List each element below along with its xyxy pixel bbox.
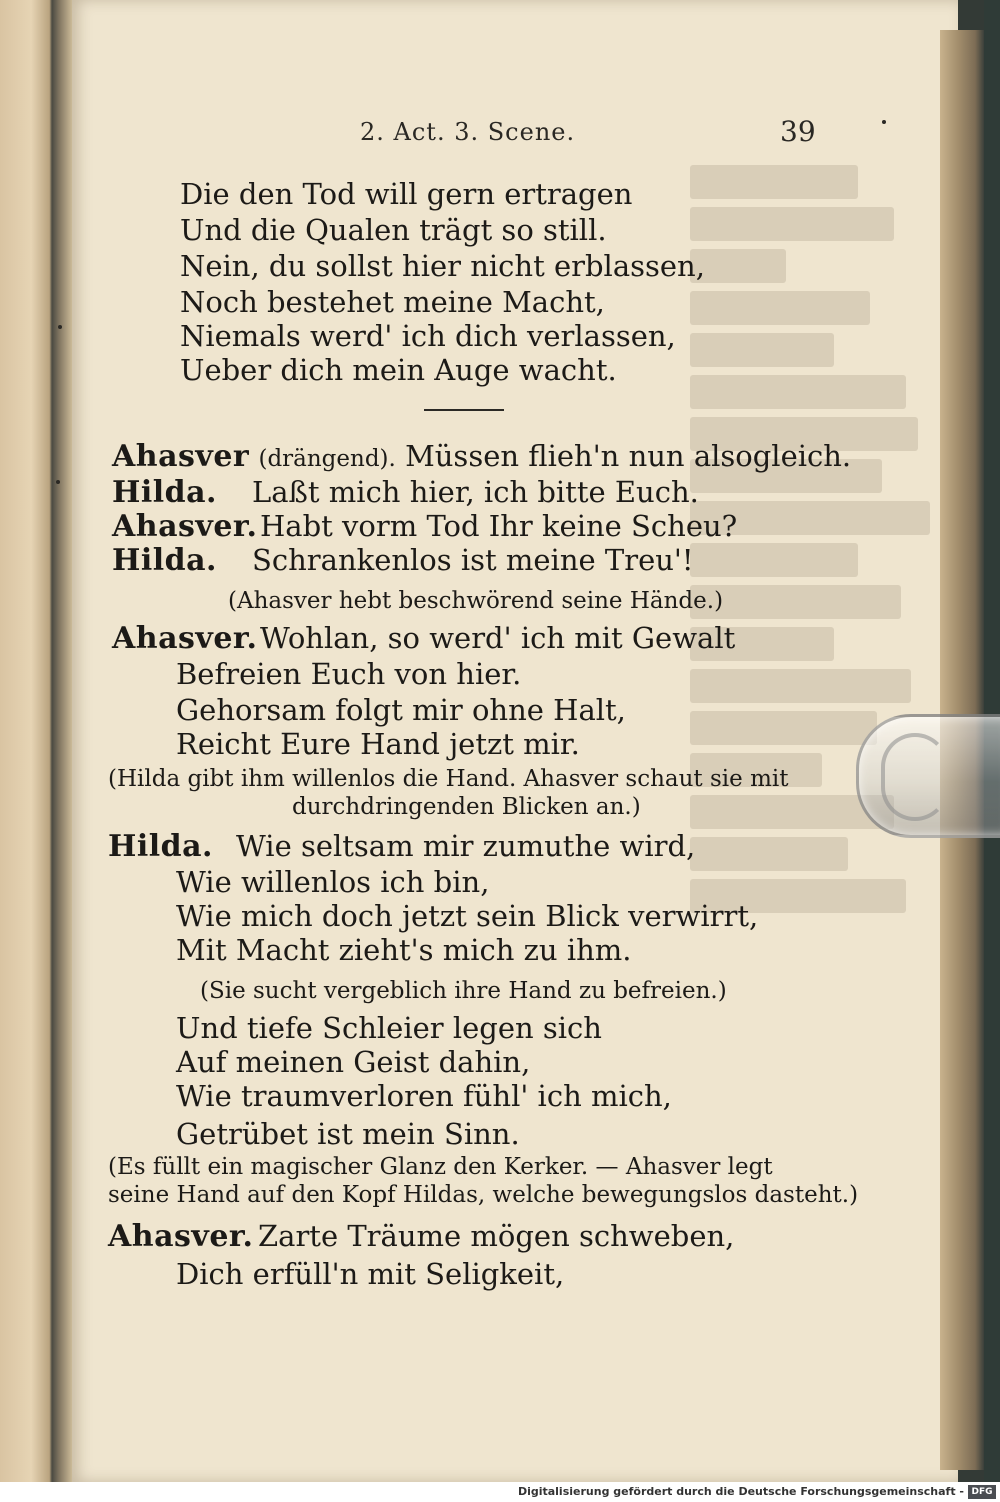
dialogue-text: Wohlan, so werd' ich mit Gewalt [260, 621, 736, 655]
verse-line: Ueber dich mein Auge wacht. [180, 353, 617, 387]
dialogue-text: Wie seltsam mir zumuthe wird, [236, 829, 696, 863]
speaker-name: Hilda. [112, 543, 217, 578]
running-title: 2. Act. 3. Scene. [360, 118, 576, 146]
verse-line: Reicht Eure Hand jetzt mir. [176, 727, 580, 761]
dialogue-line [112, 475, 699, 510]
stage-direction: (Sie sucht vergeblich ihre Hand zu befreien.) [200, 978, 727, 1004]
verse-line: Und die Qualen trägt so still. [180, 213, 607, 247]
speaker-name: Hilda. [112, 475, 217, 510]
dialogue-line [112, 439, 852, 474]
verse-line: Die den Tod will gern ertragen [180, 177, 633, 211]
stage-direction: (Hilda gibt ihm willenlos die Hand. Ahasver schaut sie mit [108, 766, 789, 792]
dialogue-text: Müssen flieh'n nun alsogleich. [405, 439, 852, 473]
page-number: 39 [780, 115, 816, 148]
verse-line: Getrübet ist mein Sinn. [176, 1117, 520, 1151]
stage-direction: (Ahasver hebt beschwörend seine Hände.) [228, 588, 724, 614]
dialogue-text: Laßt mich hier, ich bitte Euch. [252, 475, 699, 509]
verse-line: Mit Macht zieht's mich zu ihm. [176, 933, 632, 967]
stage-direction-inline: (drängend). [258, 446, 396, 472]
verse-line: Dich erfüll'n mit Seligkeit, [176, 1257, 565, 1291]
verse-line: Wie mich doch jetzt sein Blick verwirrt, [176, 899, 759, 933]
speaker-name: Ahasver. [112, 621, 258, 656]
dialogue-text: Zarte Träume mögen schweben, [258, 1219, 735, 1253]
digitization-footer [0, 1482, 1000, 1502]
speaker-name: Hilda. [108, 829, 213, 864]
page-clip [856, 714, 1000, 838]
dialogue-line [112, 543, 694, 578]
verse-line: Wie traumverloren fühl' ich mich, [176, 1079, 672, 1113]
section-divider [424, 409, 504, 411]
verse-line: Noch bestehet meine Macht, [180, 285, 605, 319]
previous-page-edge [0, 0, 52, 1482]
stage-direction: (Es füllt ein magischer Glanz den Kerker. — Ahasver legt [108, 1154, 773, 1180]
verse-line: Gehorsam folgt mir ohne Halt, [176, 693, 626, 727]
page-clip-loop [881, 733, 949, 821]
verse-line: Wie willenlos ich bin, [176, 865, 490, 899]
dialogue-line [108, 1219, 735, 1254]
speaker-name: Ahasver. [112, 509, 258, 544]
funding-credit: Digitalisierung gefördert durch die Deutsche Forschungsgemeinschaft - [517, 1485, 964, 1498]
dialogue-line [112, 509, 738, 544]
verse-line: Und tiefe Schleier legen sich [176, 1011, 602, 1045]
margin-mark [882, 120, 886, 124]
verse-line: Befreien Euch von hier. [176, 657, 522, 691]
dialogue-line [108, 829, 696, 864]
speaker-name: Ahasver [112, 439, 250, 474]
stage-direction: seine Hand auf den Kopf Hildas, welche bewegungslos dasteht.) [108, 1182, 859, 1208]
speaker-name: Ahasver. [108, 1219, 254, 1254]
verse-line: Auf meinen Geist dahin, [176, 1045, 531, 1079]
dfg-logo: DFG [968, 1485, 996, 1499]
verse-line: Nein, du sollst hier nicht erblassen, [180, 249, 705, 283]
margin-mark [56, 480, 60, 484]
dialogue-line [112, 621, 736, 656]
dialogue-text: Schrankenlos ist meine Treu'! [252, 543, 694, 577]
margin-mark [58, 325, 62, 329]
stage-direction: durchdringenden Blicken an.) [292, 794, 641, 820]
dialogue-text: Habt vorm Tod Ihr keine Scheu? [260, 509, 738, 543]
verse-line: Niemals werd' ich dich verlassen, [180, 319, 676, 353]
